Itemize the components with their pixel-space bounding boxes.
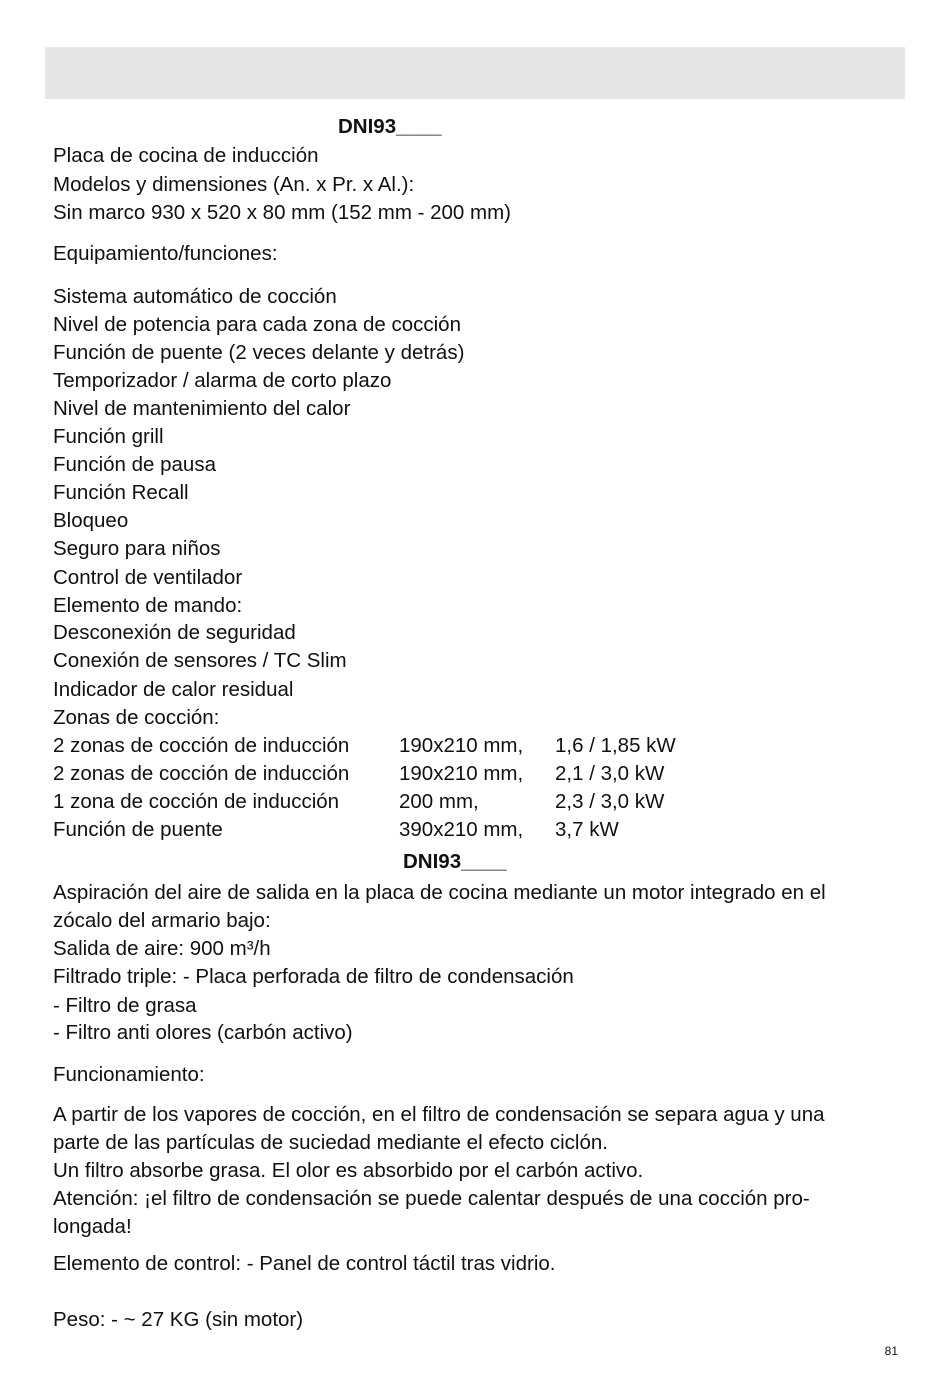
feature-item: Bloqueo — [53, 509, 129, 532]
intro-line: Sin marco 930 x 520 x 80 mm (152 mm - 200 mm) — [53, 201, 511, 224]
intro-line: Modelos y dimensiones (An. x Pr. x Al.): — [53, 173, 415, 196]
extraction-line: - Filtro de grasa — [53, 994, 197, 1017]
operation-line: parte de las partículas de suciedad mediante el efecto ciclón. — [53, 1131, 608, 1154]
feature-item: Seguro para niños — [53, 537, 221, 560]
feature-item: Desconexión de seguridad — [53, 621, 296, 644]
feature-item: Función grill — [53, 425, 164, 448]
extraction-line: Salida de aire: 900 m³/h — [53, 937, 271, 960]
operation-line: Atención: ¡el filtro de condensación se puede calentar después de una cocción pro- — [53, 1187, 810, 1210]
zone-size: 200 mm, — [399, 790, 479, 813]
zone-power: 1,6 / 1,85 kW — [555, 734, 676, 757]
header-bar — [45, 47, 905, 99]
operation-line: Un filtro absorbe grasa. El olor es absorbido por el carbón activo. — [53, 1159, 644, 1182]
extraction-line: Aspiración del aire de salida en la placa de cocina mediante un motor integrado en el — [53, 881, 826, 904]
feature-item: Nivel de potencia para cada zona de cocción — [53, 313, 461, 336]
feature-item: Elemento de mando: — [53, 594, 243, 617]
intro-line: Placa de cocina de inducción — [53, 144, 319, 167]
extraction-line: - Filtro anti olores (carbón activo) — [53, 1021, 353, 1044]
zone-name: 2 zonas de cocción de inducción — [53, 762, 350, 785]
zone-name: Función de puente — [53, 818, 223, 841]
model-heading: DNI93____ — [403, 850, 507, 873]
feature-item: Zonas de cocción: — [53, 706, 220, 729]
zone-size: 190x210 mm, — [399, 734, 524, 757]
model-heading: DNI93____ — [338, 115, 442, 138]
operation-line: longada! — [53, 1215, 132, 1238]
feature-item: Control de ventilador — [53, 566, 243, 589]
zone-name: 2 zonas de cocción de inducción — [53, 734, 350, 757]
extraction-line: zócalo del armario bajo: — [53, 909, 271, 932]
zone-power: 2,3 / 3,0 kW — [555, 790, 665, 813]
operation-line: A partir de los vapores de cocción, en el filtro de condensación se separa agua y una — [53, 1103, 825, 1126]
feature-item: Función de pausa — [53, 453, 216, 476]
feature-item: Indicador de calor residual — [53, 678, 294, 701]
zone-size: 190x210 mm, — [399, 762, 524, 785]
control-line: Elemento de control: - Panel de control táctil tras vidrio. — [53, 1252, 556, 1275]
zone-size: 390x210 mm, — [399, 818, 524, 841]
page-number: 81 — [884, 1344, 898, 1358]
equipment-label: Equipamiento/funciones: — [53, 242, 278, 265]
feature-item: Temporizador / alarma de corto plazo — [53, 369, 392, 392]
zone-power: 2,1 / 3,0 kW — [555, 762, 665, 785]
feature-item: Función de puente (2 veces delante y detrás) — [53, 341, 465, 364]
weight-line: Peso: - ~ 27 KG (sin motor) — [53, 1308, 304, 1331]
feature-item: Sistema automático de cocción — [53, 285, 337, 308]
feature-item: Nivel de mantenimiento del calor — [53, 397, 351, 420]
extraction-line: Filtrado triple: - Placa perforada de filtro de condensación — [53, 965, 574, 988]
feature-item: Función Recall — [53, 481, 189, 504]
feature-item: Conexión de sensores / TC Slim — [53, 649, 347, 672]
operation-label: Funcionamiento: — [53, 1063, 205, 1086]
zone-name: 1 zona de cocción de inducción — [53, 790, 340, 813]
zone-power: 3,7 kW — [555, 818, 619, 841]
